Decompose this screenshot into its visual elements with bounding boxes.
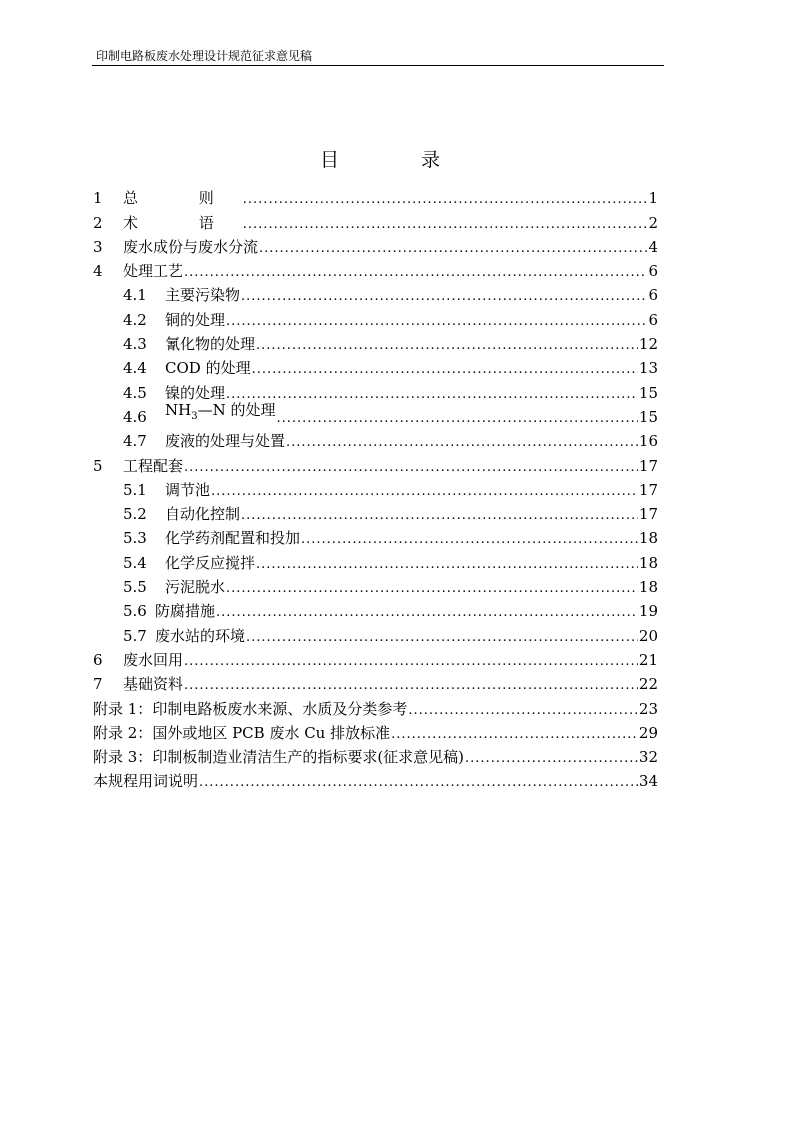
toc-entry-3[interactable] bbox=[93, 233, 658, 257]
dot-leader bbox=[391, 727, 638, 743]
dot-leader bbox=[259, 241, 647, 257]
toc-entry-5-3[interactable] bbox=[93, 524, 658, 548]
formula-subscript: 3 bbox=[191, 410, 198, 422]
dot-leader bbox=[408, 703, 638, 719]
toc-entry-page: 12 bbox=[638, 335, 658, 354]
header-divider bbox=[92, 65, 664, 66]
toc-entry-5-2[interactable] bbox=[93, 500, 658, 524]
dot-leader bbox=[277, 411, 638, 427]
toc-entry-number: 5.4 bbox=[123, 553, 147, 572]
toc-entry-2[interactable] bbox=[93, 208, 658, 232]
toc-entry-5-1[interactable] bbox=[93, 476, 658, 500]
dot-leader bbox=[465, 751, 638, 767]
dot-leader bbox=[226, 314, 647, 330]
toc-entry-label: 污泥脱水 bbox=[165, 578, 226, 597]
toc-entry-label: 自动化控制 bbox=[165, 505, 241, 524]
dot-leader bbox=[246, 630, 638, 646]
toc-entry-number: 4.1 bbox=[123, 286, 147, 305]
toc-entry-4-4[interactable] bbox=[93, 354, 658, 378]
dot-leader bbox=[286, 435, 638, 451]
toc-entry-page: 19 bbox=[638, 602, 658, 621]
dot-leader bbox=[256, 557, 638, 573]
table-of-contents bbox=[93, 184, 658, 791]
toc-entry-page: 6 bbox=[648, 262, 658, 281]
toc-entry-page: 18 bbox=[638, 529, 658, 548]
toc-entry-page: 16 bbox=[638, 432, 658, 451]
toc-title: 目 录 bbox=[319, 149, 479, 171]
toc-entry-label: 处理工艺 bbox=[123, 262, 184, 281]
toc-entry-page: 6 bbox=[648, 310, 658, 329]
toc-entry-label: 总 则 bbox=[123, 189, 242, 208]
toc-entry-number: 5.6 bbox=[123, 602, 147, 621]
toc-entry-4-2[interactable] bbox=[93, 305, 658, 329]
toc-entry-page: 18 bbox=[638, 553, 658, 572]
toc-entry-5-4[interactable] bbox=[93, 548, 658, 572]
dot-leader bbox=[184, 265, 647, 281]
formula-nh: NH bbox=[165, 400, 192, 419]
toc-entry-label: 镍的处理 bbox=[165, 383, 226, 402]
toc-entry-page: 23 bbox=[638, 699, 658, 718]
dot-leader bbox=[226, 581, 638, 597]
toc-entry-label: 印制电路板废水来源、水质及分类参考 bbox=[152, 699, 408, 718]
toc-entry-7[interactable] bbox=[93, 670, 658, 694]
toc-entry-5-7[interactable] bbox=[93, 621, 658, 645]
toc-entry-label: 氰化物的处理 bbox=[165, 335, 256, 354]
dot-leader bbox=[243, 192, 648, 208]
toc-entry-number: 4.4 bbox=[123, 359, 147, 378]
toc-entry-page: 21 bbox=[638, 650, 658, 669]
dot-leader bbox=[226, 387, 638, 403]
toc-entry-label: 废水成份与废水分流 bbox=[123, 237, 259, 256]
toc-entry-label: 废水回用 bbox=[123, 650, 184, 669]
toc-entry-label: 印制板制造业清洁生产的指标要求(征求意见稿) bbox=[152, 748, 465, 767]
toc-entry-number: 4.2 bbox=[123, 310, 147, 329]
toc-entry-4[interactable] bbox=[93, 257, 658, 281]
toc-entry-label: 基础资料 bbox=[123, 675, 184, 694]
dot-leader bbox=[199, 775, 638, 791]
toc-entry-number: 5.3 bbox=[123, 529, 147, 548]
toc-entry-page: 18 bbox=[638, 578, 658, 597]
toc-entry-number: 4.7 bbox=[123, 432, 147, 451]
dot-leader bbox=[243, 217, 648, 233]
toc-entry-number: 1 bbox=[93, 189, 103, 208]
toc-entry-label: 废液的处理与处置 bbox=[165, 432, 286, 451]
toc-entry-number: 5 bbox=[93, 456, 103, 475]
toc-entry-label: 废水站的环境 bbox=[155, 626, 246, 645]
toc-entry-appendix-1[interactable] bbox=[93, 694, 658, 718]
toc-entry-terminology[interactable] bbox=[93, 767, 658, 791]
toc-entry-number: 4.5 bbox=[123, 383, 147, 402]
dot-leader bbox=[184, 678, 638, 694]
toc-entry-label: 调节池 bbox=[165, 480, 211, 499]
toc-entry-4-6[interactable] bbox=[93, 400, 658, 427]
toc-entry-5[interactable] bbox=[93, 451, 658, 475]
formula-rest: —N 的处理 bbox=[197, 400, 276, 419]
dot-leader bbox=[256, 338, 638, 354]
toc-entry-number: 5.1 bbox=[123, 480, 147, 499]
toc-entry-page: 20 bbox=[638, 626, 658, 645]
toc-entry-label: 主要污染物 bbox=[165, 286, 241, 305]
toc-entry-5-5[interactable] bbox=[93, 573, 658, 597]
toc-entry-page: 22 bbox=[638, 675, 658, 694]
toc-entry-number: 5.7 bbox=[123, 626, 147, 645]
toc-entry-page: 4 bbox=[648, 237, 658, 256]
toc-entry-label: 铜的处理 bbox=[165, 310, 226, 329]
dot-leader bbox=[184, 654, 638, 670]
dot-leader bbox=[252, 362, 638, 378]
toc-entry-page: 2 bbox=[648, 213, 658, 232]
toc-entry-page: 17 bbox=[638, 480, 658, 499]
toc-entry-label bbox=[165, 400, 276, 427]
toc-entry-label: 工程配套 bbox=[123, 456, 184, 475]
toc-entry-page: 34 bbox=[638, 772, 658, 791]
toc-entry-number: 5.2 bbox=[123, 505, 147, 524]
toc-entry-label: COD 的处理 bbox=[165, 359, 251, 378]
toc-entry-page: 15 bbox=[638, 407, 658, 426]
toc-entry-appendix-2[interactable] bbox=[93, 719, 658, 743]
toc-entry-number: 3 bbox=[93, 237, 103, 256]
toc-entry-page: 6 bbox=[648, 286, 658, 305]
running-header: 印制电路板废水处理设计规范征求意见稿 bbox=[96, 49, 313, 63]
toc-entry-1[interactable] bbox=[93, 184, 658, 208]
toc-entry-page: 17 bbox=[638, 505, 658, 524]
toc-entry-number: 6 bbox=[93, 650, 103, 669]
dot-leader bbox=[241, 508, 638, 524]
dot-leader bbox=[241, 289, 647, 305]
toc-entry-label: 本规程用词说明 bbox=[93, 772, 199, 791]
toc-entry-4-1[interactable] bbox=[93, 281, 658, 305]
toc-entry-number: 7 bbox=[93, 675, 103, 694]
toc-entry-number: 4.6 bbox=[123, 407, 147, 426]
toc-entry-label: 化学药剂配置和投加 bbox=[165, 529, 301, 548]
toc-entry-label: 术 语 bbox=[123, 213, 242, 232]
toc-entry-number: 附录 2： bbox=[93, 723, 153, 742]
dot-leader bbox=[301, 532, 638, 548]
toc-entry-number: 附录 3： bbox=[93, 748, 153, 767]
toc-entry-number: 附录 1： bbox=[93, 699, 153, 718]
dot-leader bbox=[211, 484, 638, 500]
toc-entry-page: 13 bbox=[638, 359, 658, 378]
toc-entry-page: 32 bbox=[638, 748, 658, 767]
toc-entry-number: 2 bbox=[93, 213, 103, 232]
toc-entry-6[interactable] bbox=[93, 646, 658, 670]
toc-entry-5-6[interactable] bbox=[93, 597, 658, 621]
toc-entry-number: 4 bbox=[93, 262, 103, 281]
toc-entry-page: 15 bbox=[638, 383, 658, 402]
dot-leader bbox=[184, 460, 638, 476]
toc-entry-4-7[interactable] bbox=[93, 427, 658, 451]
toc-entry-number: 4.3 bbox=[123, 335, 147, 354]
toc-entry-appendix-3[interactable] bbox=[93, 743, 658, 767]
toc-entry-page: 1 bbox=[648, 189, 658, 208]
toc-entry-label: 防腐措施 bbox=[155, 602, 216, 621]
toc-entry-page: 17 bbox=[638, 456, 658, 475]
dot-leader bbox=[216, 605, 638, 621]
toc-entry-label: 化学反应搅拌 bbox=[165, 553, 256, 572]
toc-entry-page: 29 bbox=[638, 723, 658, 742]
toc-entry-label: 国外或地区 PCB 废水 Cu 排放标准 bbox=[152, 723, 391, 742]
toc-entry-number: 5.5 bbox=[123, 578, 147, 597]
toc-entry-4-3[interactable] bbox=[93, 330, 658, 354]
